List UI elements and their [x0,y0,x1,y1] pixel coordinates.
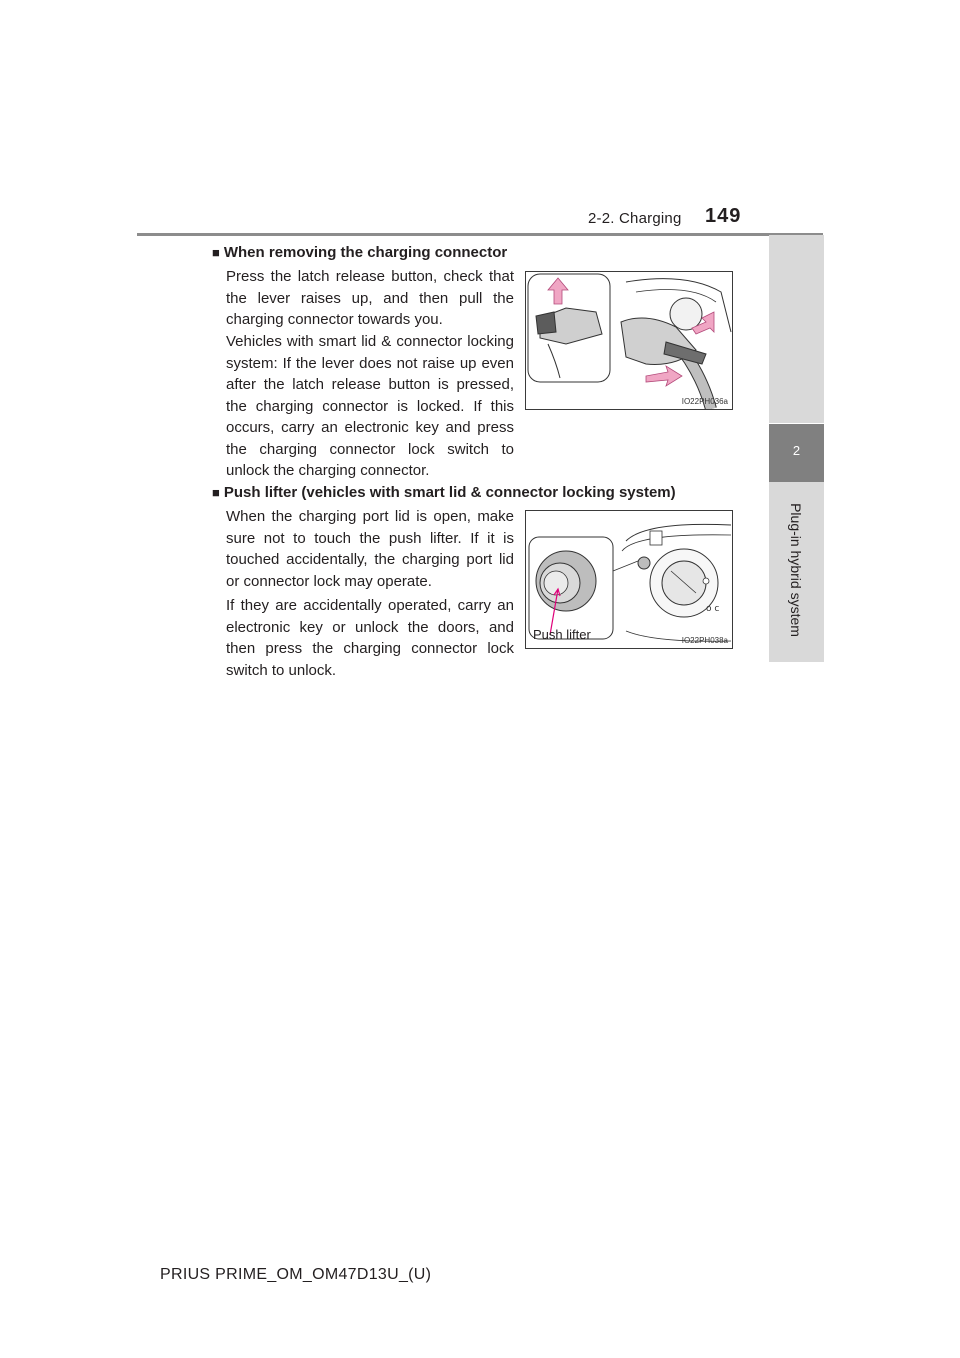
figure-code: IO22PH036a [681,397,728,406]
manual-id: PRIUS PRIME_OM_OM47D13U_(U) [160,1266,432,1283]
section-heading [212,484,676,501]
heading-marker: ■ [212,485,220,500]
figure-push-lifter [525,510,733,649]
heading-marker: ■ [212,245,220,260]
paragraph: Press the latch release button, check that the lever raises up, and then pull the charging connector towards you. [226,268,514,328]
push-lifter-callout: Push lifter [533,627,591,642]
paragraph: Vehicles with smart lid & connector locking system: If the lever does not raise up even after the latch release button is pressed, the charging connector is locked. If this occurs, carry an electronic key and press the charging connector lock switch to unlock the charging connector. [226,333,514,479]
heading-text: Push lifter (vehicles with smart lid & connector locking system) [223,484,676,501]
section-title: 2-2. Charging [588,210,682,227]
header-divider [137,233,823,236]
connector-illustration [526,272,732,409]
chapter-number: 2 [792,443,801,458]
paragraph: If they are accidentally operated, carry an electronic key or unlock the doors, and then press the charging connector lock switch to unlock. [226,597,514,679]
svg-text:o c: o c [706,604,720,614]
pull-arrow-icon [646,366,682,386]
paragraph: When the charging port lid is open, make sure not to touch the push lifter. If it is touched accidentally, the charging port lid or connector lock may operate. [226,508,514,590]
chapter-title: Plug-in hybrid system [788,503,804,637]
figure-charging-connector [525,271,733,410]
figure-code: IO22PH038a [681,636,728,645]
page-number: 149 [705,205,742,227]
heading-text: When removing the charging connector [223,244,508,261]
chapter-tab-upper [769,235,824,423]
section-heading [212,244,507,261]
